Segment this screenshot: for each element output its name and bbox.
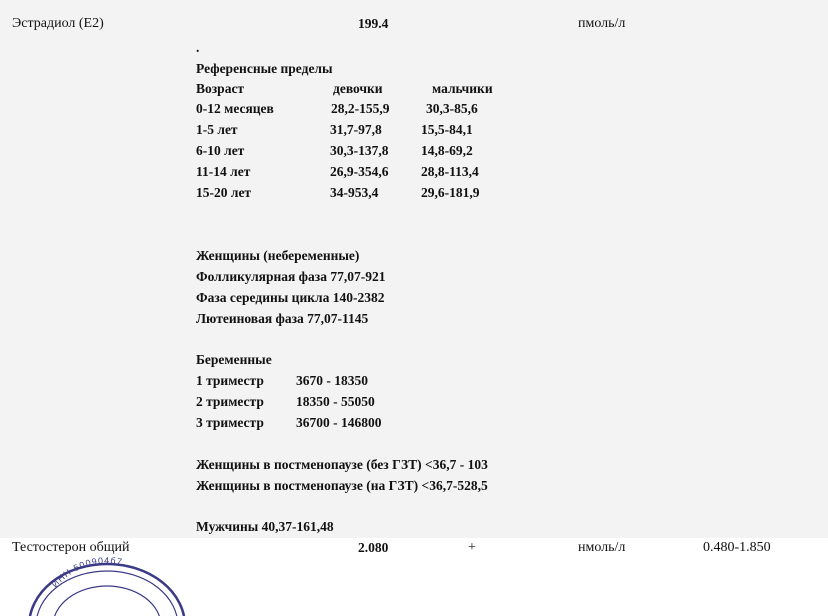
postmeno-line: Женщины в постменопаузе (без ГЗТ) <36,7 - 103	[196, 457, 488, 472]
boys-cell: 15,5-84,1	[421, 122, 473, 137]
girls-cell: 31,7-97,8	[330, 122, 382, 137]
test-name: Тестостерон общий	[12, 540, 130, 555]
trimester-range: 18350 - 55050	[296, 394, 375, 409]
test-flag: +	[468, 540, 476, 555]
boys-cell: 28,8-113,4	[421, 164, 479, 179]
test-value: 2.080	[358, 540, 389, 555]
test-unit: пмоль/л	[578, 16, 626, 31]
svg-text:ИНН 500904б7: ИНН 500904б7	[49, 556, 124, 590]
boys-cell: 30,3-85,6	[426, 101, 478, 116]
reference-dot: .	[196, 40, 200, 55]
girls-header: девочки	[333, 81, 383, 96]
age-cell: 6-10 лет	[196, 143, 245, 158]
postmeno-line: Женщины в постменопаузе (на ГЗТ) <36,7-528,5	[196, 478, 488, 493]
pregnant-title: Беременные	[196, 352, 272, 367]
men-line: Мужчины 40,37-161,48	[196, 519, 334, 534]
reference-title: Референсные пределы	[196, 61, 333, 76]
stamp-seal	[14, 556, 200, 616]
girls-cell: 28,2-155,9	[331, 101, 390, 116]
trimester-range: 36700 - 146800	[296, 415, 382, 430]
women-line: Лютеиновая фаза 77,07-1145	[196, 311, 369, 326]
age-cell: 11-14 лет	[196, 164, 251, 179]
test-value: 199.4	[358, 16, 389, 31]
trimester-label: 2 триместр	[196, 394, 264, 409]
trimester-label: 1 триместр	[196, 373, 264, 388]
age-cell: 15-20 лет	[196, 185, 252, 200]
test-unit: нмоль/л	[578, 540, 626, 555]
girls-cell: 26,9-354,6	[330, 164, 389, 179]
age-cell: 1-5 лет	[196, 122, 238, 137]
age-cell: 0-12 месяцев	[196, 101, 274, 116]
boys-cell: 14,8-69,2	[421, 143, 473, 158]
test-name: Эстрадиол (E2)	[12, 16, 104, 31]
women-title: Женщины (небеременные)	[196, 248, 360, 263]
boys-header: мальчики	[432, 81, 493, 96]
age-header: Возраст	[196, 81, 245, 96]
women-line: Фолликулярная фаза 77,07-921	[196, 269, 386, 284]
girls-cell: 30,3-137,8	[330, 143, 389, 158]
trimester-range: 3670 - 18350	[296, 373, 368, 388]
trimester-label: 3 триместр	[196, 415, 264, 430]
girls-cell: 34-953,4	[330, 185, 379, 200]
test-reference-range: 0.480-1.850	[703, 540, 771, 555]
boys-cell: 29,6-181,9	[421, 185, 480, 200]
women-line: Фаза середины цикла 140-2382	[196, 290, 385, 305]
